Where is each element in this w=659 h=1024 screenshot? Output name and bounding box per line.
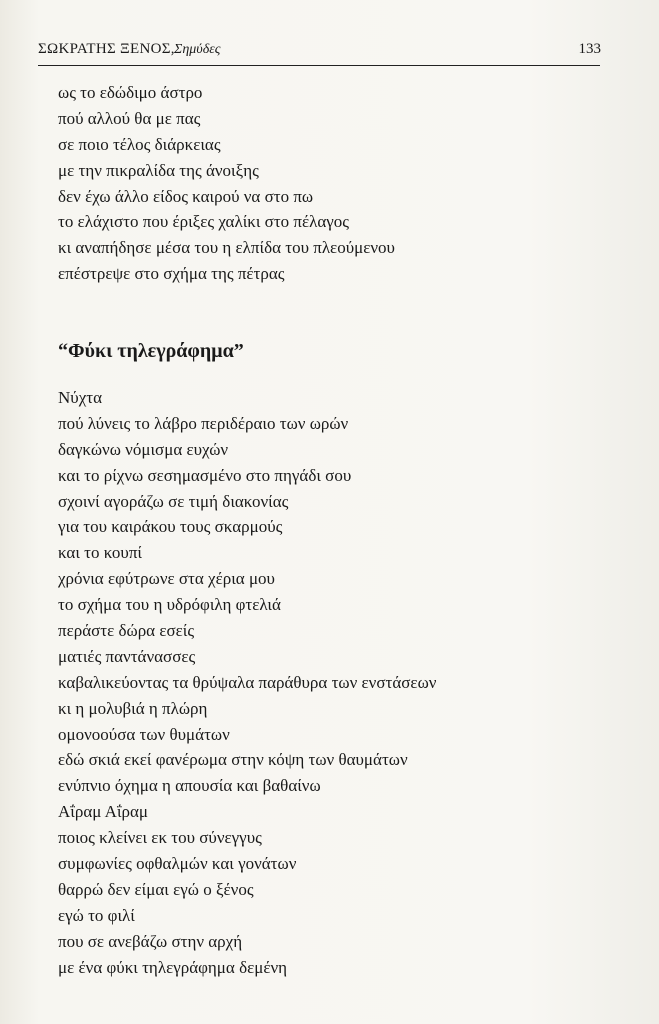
author-name: ΣΩΚΡΑΤΗΣ ΞΕΝΟΣ, bbox=[38, 41, 175, 57]
poem-line: Νύχτα bbox=[58, 388, 102, 407]
poem-line: δεν έχω άλλο είδος καιρού να στο πω bbox=[58, 186, 314, 206]
poem-line: πού λύνεις το λάβρο περιδέραιο των ωρών bbox=[58, 413, 349, 433]
poem-line: ποιος κλείνει εκ του σύνεγγυς bbox=[58, 828, 262, 848]
poem-line: θαρρώ δεν είμαι εγώ ο ξένος bbox=[58, 879, 254, 899]
poem-body bbox=[58, 385, 436, 980]
poem-line: χρόνια εφύτρωνε στα χέρια μου bbox=[58, 569, 275, 589]
poem-line: δαγκώνω νόμισμα ευχών bbox=[58, 439, 229, 459]
poem-title: “Φύκι τηλεγράφημα” bbox=[58, 340, 244, 362]
poem-line: με ένα φύκι τηλεγράφημα δεμένη bbox=[58, 957, 288, 977]
poem-line: με την πικραλίδα της άνοιξης bbox=[58, 160, 259, 180]
poem-line: περάστε δώρα εσείς bbox=[58, 621, 195, 641]
poem-line: για του καιράκου τους σκαρμούς bbox=[58, 517, 283, 537]
poem-line: και το κουπί bbox=[58, 543, 142, 563]
stanza-continued bbox=[58, 80, 395, 287]
poem-line: το ελάχιστο που έριξες χαλίκι στο πέλαγος bbox=[58, 212, 350, 232]
poem-line: που σε ανεβάζω στην αρχή bbox=[58, 931, 243, 951]
header-rule bbox=[38, 65, 600, 66]
poem-line: σχοινί αγοράζω σε τιμή διακονίας bbox=[58, 491, 289, 511]
poem-line: πού αλλού θα με πας bbox=[58, 108, 201, 128]
page-number: 133 bbox=[578, 41, 601, 57]
poem-line: σε ποιο τέλος διάρκειας bbox=[58, 134, 221, 154]
poem-line: το σχήμα του η υδρόφιλη φτελιά bbox=[58, 595, 281, 615]
running-head bbox=[38, 41, 601, 67]
poem-line: επέστρεψε στο σχήμα της πέτρας bbox=[58, 264, 285, 284]
poem-line: καβαλικεύοντας τα θρύψαλα παράθυρα των ενστάσεων bbox=[58, 672, 437, 692]
poem-line: και το ρίχνω σεσημασμένο στο πηγάδι σου bbox=[58, 465, 352, 485]
poem-line: ως το εδώδιμο άστρο bbox=[58, 83, 203, 102]
poem-line: Αΐραμ Αΐραμ bbox=[58, 802, 149, 822]
poem-line: εγώ το φιλί bbox=[58, 905, 135, 925]
poem-line: ματιές παντάνασσες bbox=[58, 646, 196, 666]
poem-line: ενύπνιο όχημα η απουσία και βαθαίνω bbox=[58, 776, 321, 796]
poem-line: ομονοούσα των θυμάτων bbox=[58, 724, 230, 744]
poem-line: κι η μολυβιά η πλώρη bbox=[58, 698, 208, 718]
poem-line: συμφωνίες οφθαλμών και γονάτων bbox=[58, 854, 297, 874]
poem-line: κι αναπήδησε μέσα του η ελπίδα του πλεούμενου bbox=[58, 238, 395, 258]
work-title: Σημύδες bbox=[174, 42, 221, 57]
poem-line: εδώ σκιά εκεί φανέρωμα στην κόψη των θαυμάτων bbox=[58, 750, 408, 770]
